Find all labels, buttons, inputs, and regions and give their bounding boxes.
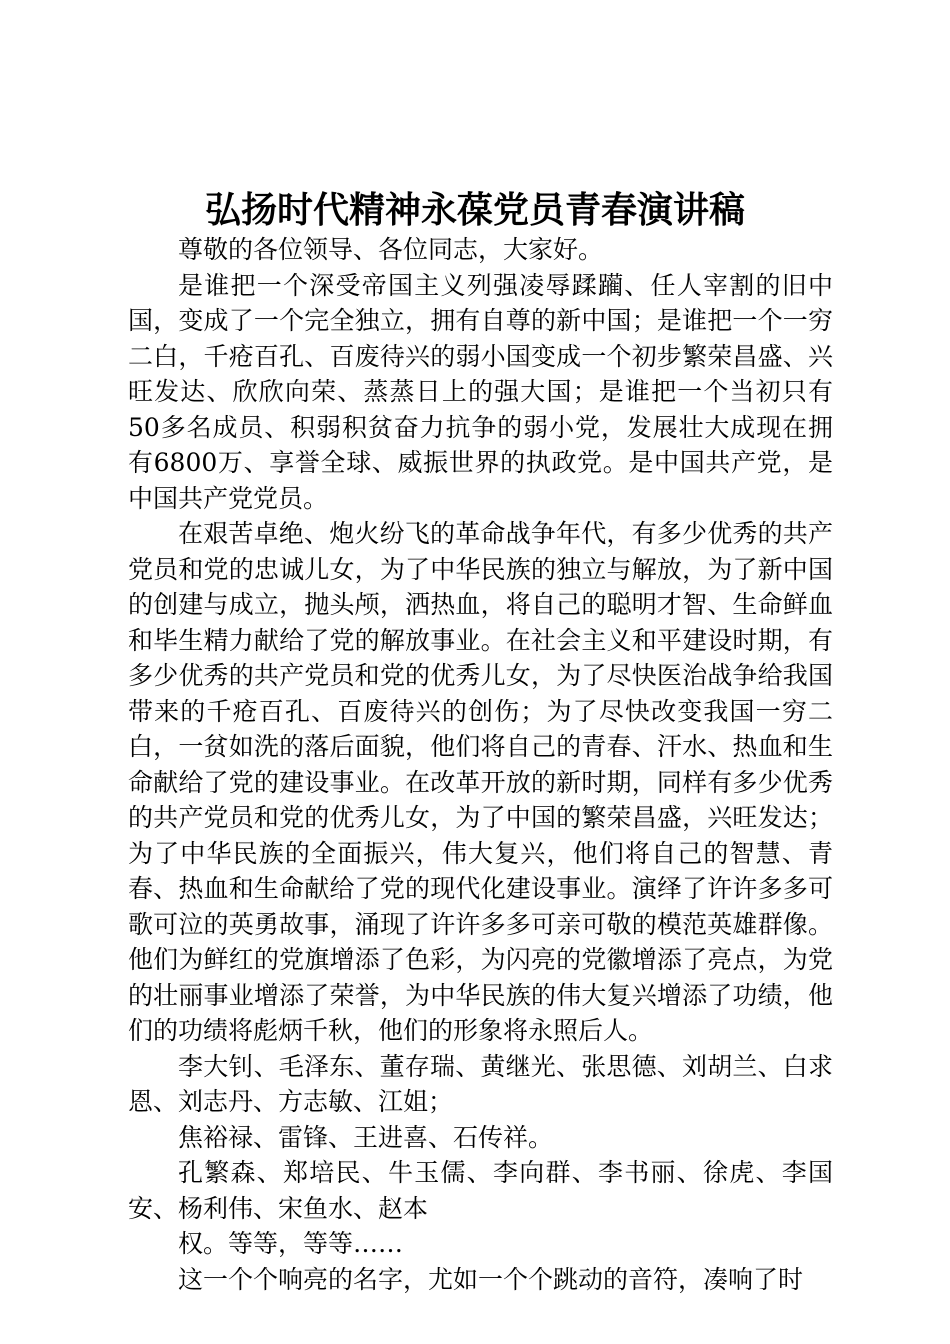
paragraph-greeting: 尊敬的各位领导、各位同志，大家好。 [178, 235, 604, 264]
document-body [128, 232, 833, 1297]
paragraph-heroes-revolution: 李大钊、毛泽东、董存瑞、黄继光、张思德、刘胡兰、白求恩、刘志丹、方志敏、江姐； [128, 1051, 833, 1116]
paragraph-etc: 权。等等，等等…… [178, 1229, 404, 1258]
paragraph-names: 这一个个响亮的名字，尤如一个个跳动的音符，凑响了时 [178, 1264, 804, 1294]
paragraph-history: 在艰苦卓绝、炮火纷飞的革命战争年代，有多少优秀的共产党员和党的忠诚儿女，为了中华民族的独立与解放，为了新中国的创建与成立，抛头颅，洒热血，将自己的聪明才智、生命鲜血和毕生精力献给了党的解放事业。在社会主义和平建设时期，有多少优秀的共产党员和党的优秀儿女，为了尽快医治战争给我国带来的千疮百孔、百废待兴的创伤；为了尽快改变我国一穷二白，一贫如洗的落后面貌，他们将自己的青春、汗水、热血和生命献给了党的建设事业。在改革开放的新时期，同样有多少优秀的共产党员和党的优秀儿女，为了中国的繁荣昌盛，兴旺发达；为了中华民族的全面振兴，伟大复兴，他们将自己的智慧、青春、热血和生命献给了党的现代化建设事业。演绎了许许多多可歌可泣的英勇故事，涌现了许许多多可亲可敬的模范英雄群像。他们为鲜红的党旗增添了色彩，为闪亮的党徽增添了亮点，为党的壮丽事业增添了荣誉，为中华民族的伟大复兴增添了功绩，他们的功绩将彪炳千秋，他们的形象将永照后人。 [128, 519, 833, 1045]
paragraph-intro: 是谁把一个深受帝国主义列强凌辱蹂躏、任人宰割的旧中国，变成了一个完全独立，拥有自尊的新中国；是谁把一个一穷二白，千疮百孔、百废待兴的弱小国变成一个初步繁荣昌盛、兴旺发达、欣欣向荣、蒸蒸日上的强大国；是谁把一个当初只有50多名成员、积弱积贫奋力抗争的弱小党，发展壮大成现在拥有6800万、享誉全球、威振世界的执政党。是中国共产党，是中国共产党党员。 [128, 270, 833, 513]
paragraph-heroes-reform: 孔繁森、郑培民、牛玉儒、李向群、李书丽、徐虎、李国安、杨利伟、宋鱼水、赵本 [128, 1158, 833, 1223]
paragraph-heroes-construction: 焦裕禄、雷锋、王进喜、石传祥。 [178, 1122, 554, 1152]
document-title: 弘扬时代精神永葆党员青春演讲稿 [204, 189, 745, 231]
